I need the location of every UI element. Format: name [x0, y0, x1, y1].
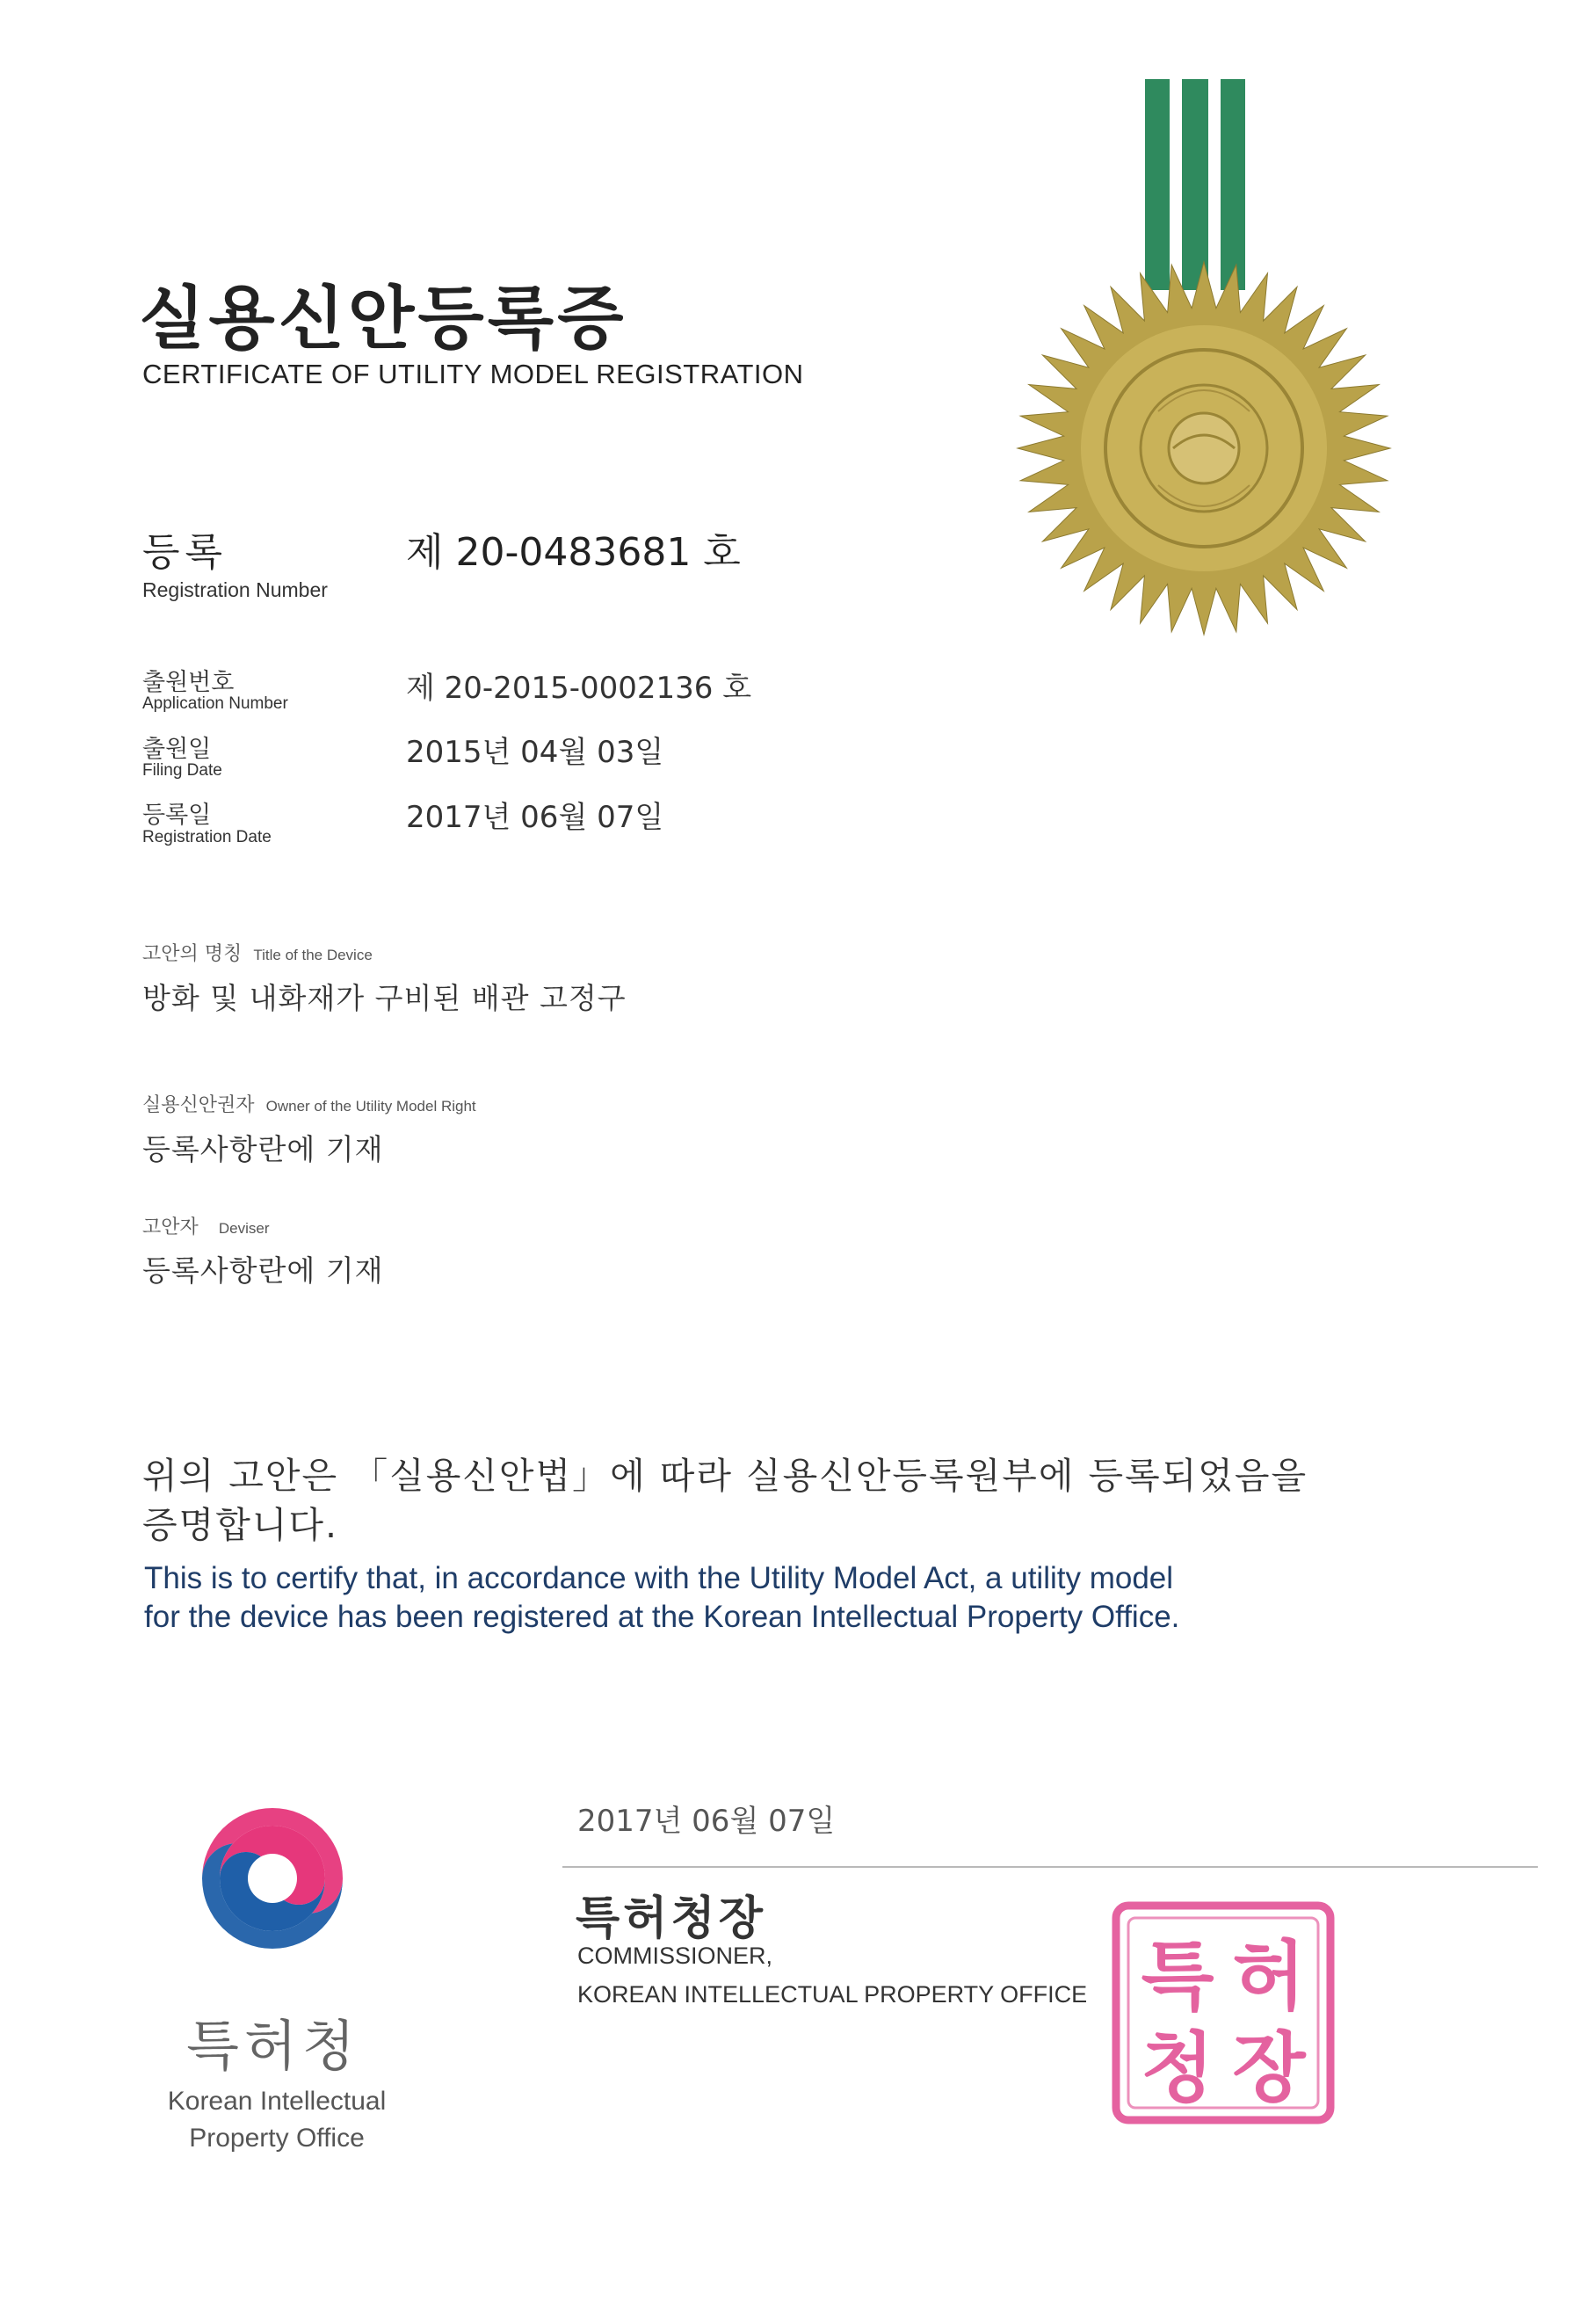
certification-korean-line-2: 증명합니다.: [142, 1504, 339, 1546]
commissioner-title-english-line-1: COMMISSIONER,: [577, 1943, 773, 1969]
kipo-name-korean: 특허청: [186, 2014, 360, 2078]
application-number-label: 출원번호: [142, 669, 235, 696]
svg-text:특: 특: [1141, 1933, 1214, 2021]
device-title-label: 고안의 명칭: [142, 943, 243, 965]
device-title-value: 방화 및 내화재가 구비된 배관 고정구: [142, 981, 627, 1015]
filing-date-label: 출원일: [142, 736, 212, 763]
signature-divider: [562, 1866, 1538, 1868]
official-seal-stamp: [1109, 1899, 1337, 2127]
certificate-title-english: CERTIFICATE OF UTILITY MODEL REGISTRATION: [142, 359, 804, 389]
certification-korean-line-1: 위의 고안은 「실용신안법」에 따라 실용신안등록원부에 등록되었음을: [142, 1455, 1308, 1497]
application-number-label-english: Application Number: [142, 694, 288, 713]
registration-date-value: 2017년 06월 07일: [406, 800, 664, 835]
registration-number-label-english: Registration Number: [142, 578, 328, 601]
certificate-title-korean: 실용신안등록증: [139, 280, 627, 359]
kipo-name-english: Korean Intellectual Property Office: [167, 2087, 387, 2153]
deviser-label-english: Deviser: [218, 1220, 270, 1237]
svg-text:허: 허: [1232, 1933, 1306, 2021]
filing-date-value: 2015년 04월 03일: [406, 735, 664, 770]
registration-number-label: 등록: [142, 530, 228, 575]
kipo-taegeuk-logo-icon: [180, 1795, 365, 1971]
filing-date-label-english: Filing Date: [142, 761, 222, 780]
commissioner-title-korean: 특허청장: [576, 1892, 766, 1945]
commissioner-title-english-line-2: KOREAN INTELLECTUAL PROPERTY OFFICE: [577, 1981, 1088, 2008]
registration-date-label-english: Registration Date: [142, 828, 272, 846]
owner-label: 실용신안권자: [142, 1094, 255, 1116]
owner-value: 등록사항란에 기재: [142, 1132, 384, 1166]
deviser-heading: [142, 1212, 269, 1239]
gold-medal-seal: [1011, 79, 1415, 650]
deviser-label: 고안자: [142, 1216, 199, 1238]
svg-text:청: 청: [1141, 2024, 1214, 2112]
certification-english-line-1: This is to certify that, in accordance with the Utility Model Act, a utility model: [144, 1561, 1174, 1595]
device-title-heading: [142, 939, 373, 966]
owner-label-english: Owner of the Utility Model Right: [265, 1098, 476, 1115]
registration-number-value: 제 20-0483681 호: [406, 530, 741, 575]
issue-date: 2017년 06월 07일: [577, 1804, 836, 1839]
application-number-value: 제 20-2015-0002136 호: [406, 671, 752, 706]
deviser-value: 등록사항란에 기재: [142, 1253, 384, 1288]
registration-date-label: 등록일: [142, 802, 212, 829]
owner-heading: [142, 1090, 476, 1117]
certification-english-line-2: for the device has been registered at the Korean Intellectual Property Office.: [144, 1600, 1180, 1634]
device-title-label-english: Title of the Device: [253, 947, 373, 963]
svg-text:장: 장: [1232, 2024, 1306, 2112]
